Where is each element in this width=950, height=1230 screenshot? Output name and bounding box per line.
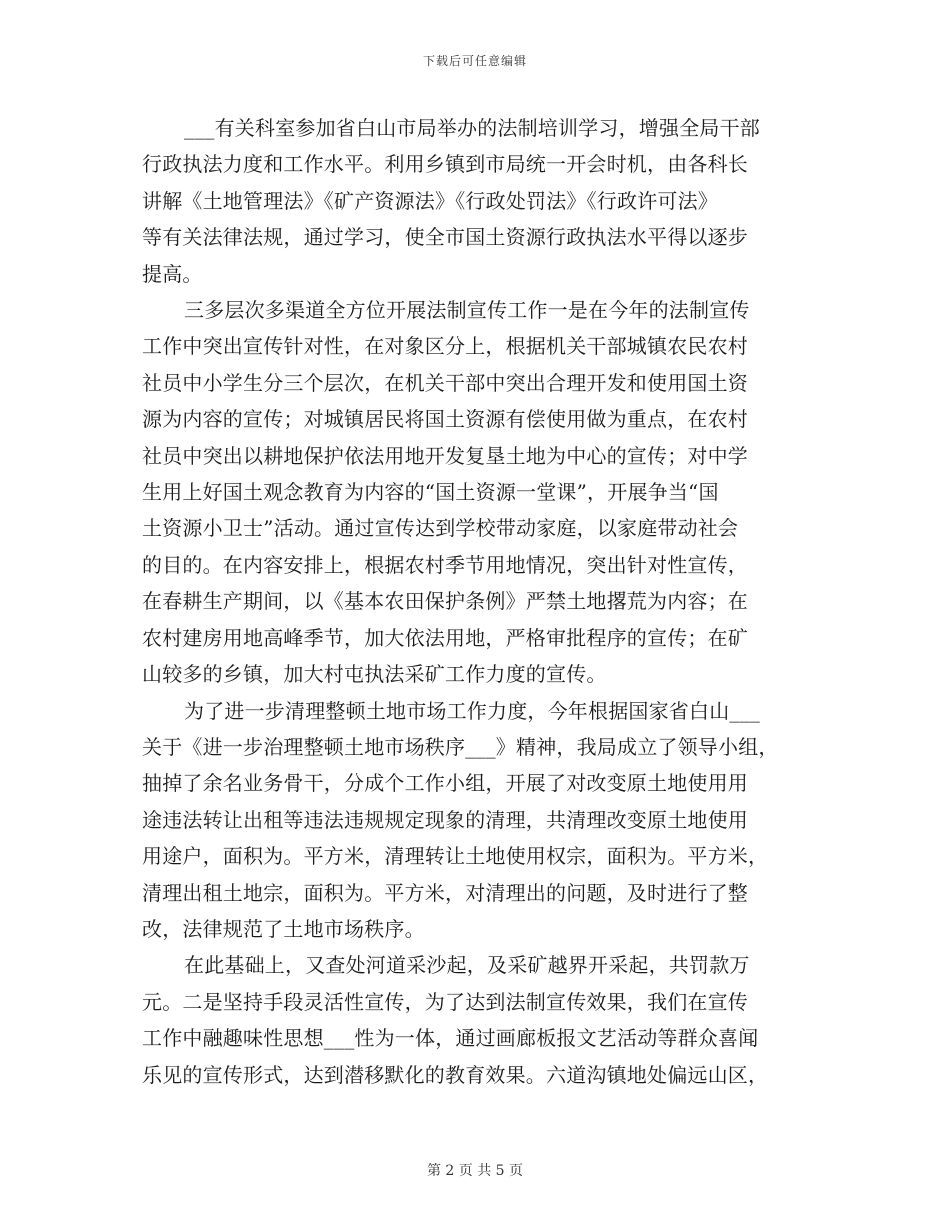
- text-line: 清理出租土地宗，面积为。平方米，对清理出的问题，及时进行了整: [142, 880, 748, 905]
- text-line: 农村建房用地高峰季节，加大依法用地，严格审批程序的宣传；在矿: [142, 625, 748, 650]
- page-header-note: 下载后可任意编辑: [422, 54, 527, 68]
- text-line: 用途户，面积为。平方米，清理转让土地使用权宗，面积为。平方米，: [142, 844, 769, 869]
- paragraph: [142, 292, 818, 692]
- text-line: 在春耕生产期间，以《基本农田保护条例》严禁土地撂荒为内容；在: [142, 589, 748, 614]
- text-line: 元。二是坚持手段灵活性宣传，为了达到法制宣传效果，我们在宣传: [142, 989, 748, 1014]
- text-line: 源为内容的宣传；对城镇居民将国土资源有偿使用做为重点，在农村: [142, 407, 748, 432]
- text-line: 讲解《土地管理法》《矿产资源法》《行政处罚法》《行政许可法》: [142, 188, 718, 213]
- text-line: 工作中融趣味性思想___性为一体，通过画廊板报文艺活动等群众喜闻: [142, 1026, 759, 1051]
- text-line: 山较多的乡镇，加大村屯执法采矿工作力度的宣传。: [142, 662, 607, 687]
- text-line: ___有关科室参加省白山市局举办的法制培训学习，增强全局干部: [184, 116, 760, 140]
- text-line: 途违法转让出租等违法违规规定现象的清理，共清理改变原土地使用: [142, 807, 748, 832]
- document-body: [142, 110, 818, 1093]
- text-line: 社员中小学生分三个层次，在机关干部中突出合理开发和使用国土资: [142, 370, 748, 395]
- text-line: 抽掉了余名业务骨干，分成个工作小组，开展了对改变原土地使用用: [142, 771, 748, 796]
- text-line: 为了进一步清理整顿土地市场工作力度，今年根据国家省白山___: [184, 698, 760, 723]
- text-line: 提高。: [142, 261, 203, 286]
- text-line: 在此基础上，又查处河道采沙起，及采矿越界开采起，共罚款万: [184, 953, 750, 978]
- text-line: 的目的。在内容安排上，根据农村季节用地情况，突出针对性宣传，: [142, 552, 748, 577]
- text-line: 行政执法力度和工作水平。利用乡镇到市局统一开会时机，由各科长: [142, 152, 748, 177]
- paragraph: [142, 693, 818, 948]
- text-line: 工作中突出宣传针对性，在对象区分上，根据机关干部城镇农民农村: [142, 334, 748, 359]
- text-line: 生用上好国土观念教育为内容的“国土资源一堂课”，开展争当“国: [142, 480, 719, 505]
- text-line: 三多层次多渠道全方位开展法制宣传工作一是在今年的法制宣传: [184, 298, 750, 323]
- paragraph: [142, 947, 818, 1093]
- text-line: 等有关法律法规，通过学习，使全市国土资源行政执法水平得以逐步: [142, 225, 748, 250]
- page-number: 第 2 页 共 5 页: [426, 1163, 524, 1179]
- text-line: 关于《进一步治理整顿土地市场秩序___》精神，我局成立了领导小组，: [142, 734, 779, 759]
- paragraph: [142, 110, 818, 292]
- text-line: 社员中突出以耕地保护依法用地开发复垦土地为中心的宣传；对中学: [142, 443, 748, 468]
- text-line: 乐见的宣传形式，达到潜移默化的教育效果。六道沟镇地处偏远山区，: [142, 1062, 769, 1087]
- text-line: 改，法律规范了土地市场秩序。: [142, 916, 425, 941]
- text-line: 土资源小卫士”活动。通过宣传达到学校带动家庭，以家庭带动社会: [142, 516, 739, 541]
